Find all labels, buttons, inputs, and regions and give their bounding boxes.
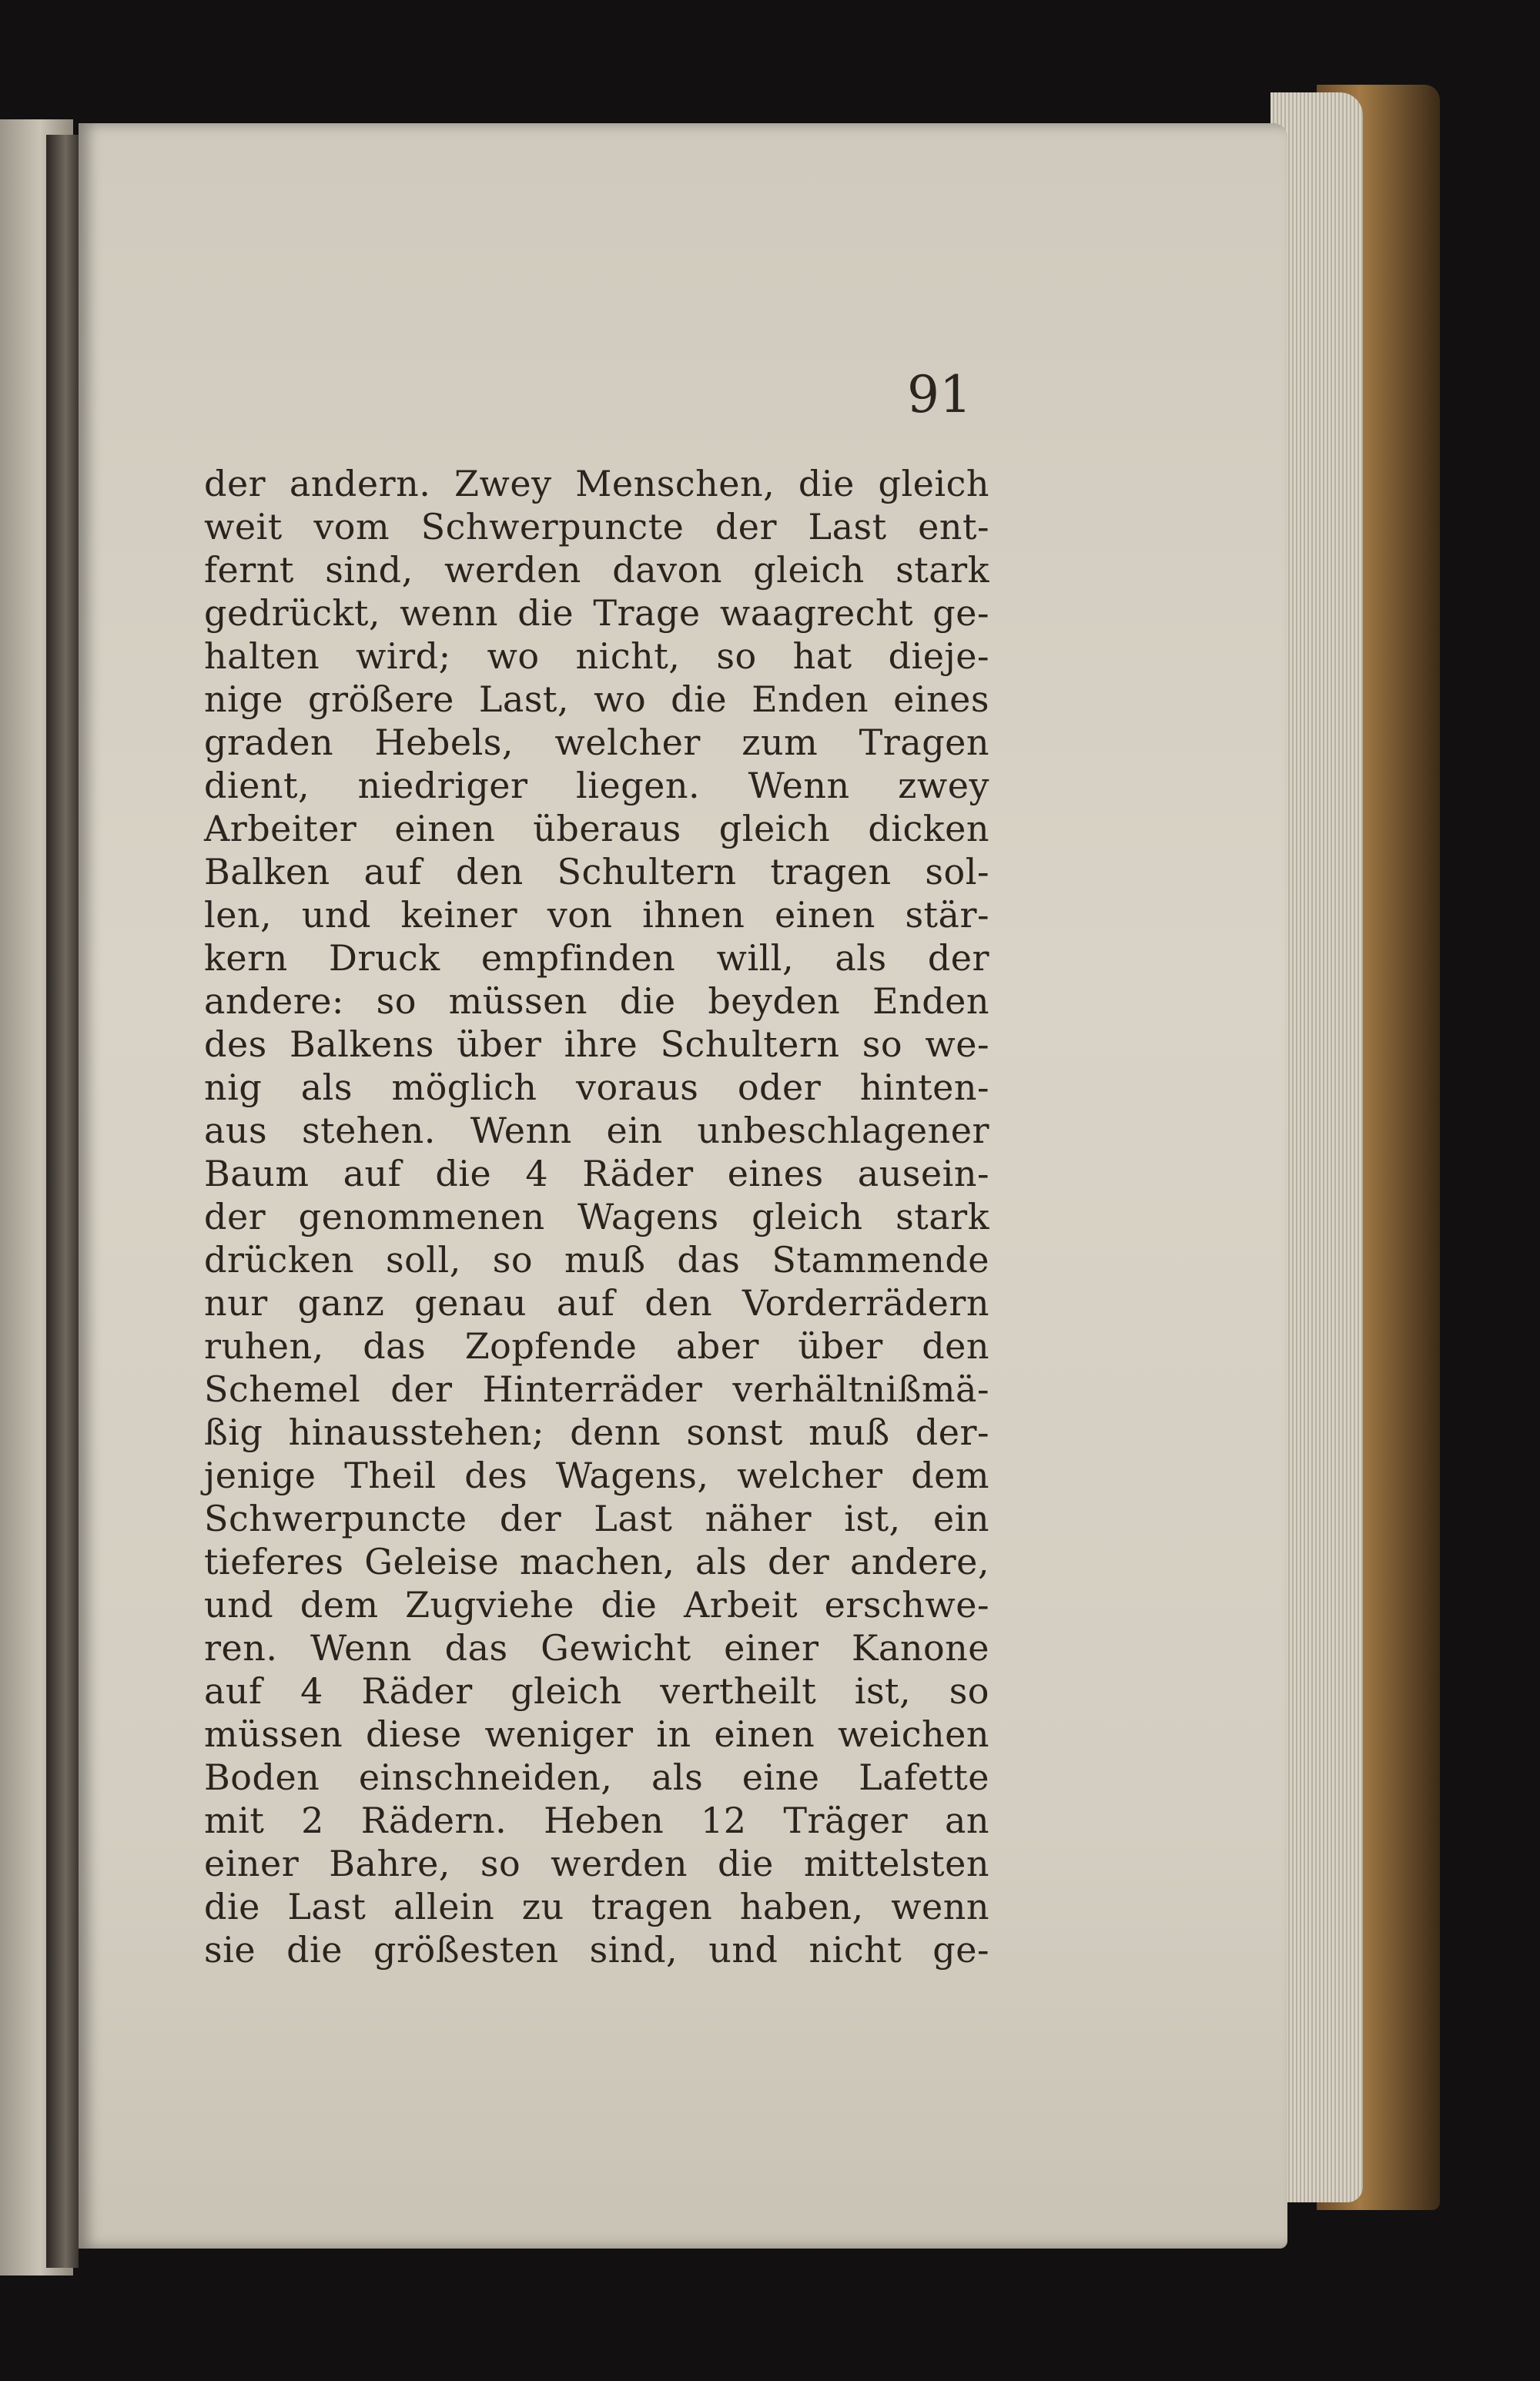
text-line: jenige Theil des Wagens, welcher dem: [204, 1455, 989, 1496]
text-line: weit vom Schwerpuncte der Last ent-: [204, 506, 989, 548]
text-line: halten wird; wo nicht, so hat dieje-: [204, 635, 989, 677]
text-line: Balken auf den Schultern tragen sol-: [204, 851, 989, 892]
text-line: sie die größesten sind, und nicht ge-: [204, 1929, 989, 1971]
text-line: auf 4 Räder gleich vertheilt ist, so: [204, 1670, 989, 1712]
text-line: müssen diese weniger in einen weichen: [204, 1713, 989, 1755]
text-line: graden Hebels, welcher zum Tragen: [204, 722, 989, 763]
text-line: Boden einschneiden, als eine Lafette: [204, 1756, 989, 1798]
text-line: len, und keiner von ihnen einen stär-: [204, 894, 989, 936]
text-line: Schemel der Hinterräder verhältnißmä-: [204, 1368, 989, 1410]
text-line: und dem Zugviehe die Arbeit erschwe-: [204, 1584, 989, 1626]
text-line: dient, niedriger liegen. Wenn zwey: [204, 765, 989, 806]
text-line: fernt sind, werden davon gleich stark: [204, 549, 989, 591]
text-line: ßig hinausstehen; denn sonst muß der-: [204, 1412, 989, 1453]
text-line: ren. Wenn das Gewicht einer Kanone: [204, 1627, 989, 1669]
text-line: nur ganz genau auf den Vorderrädern: [204, 1282, 989, 1324]
text-line: einer Bahre, so werden die mittelsten: [204, 1843, 989, 1884]
text-line: Schwerpuncte der Last näher ist, ein: [204, 1498, 989, 1539]
text-line: Baum auf die 4 Räder eines ausein-: [204, 1153, 989, 1194]
page-number: 91: [907, 365, 972, 424]
text-line: andere: so müssen die beyden Enden: [204, 980, 989, 1022]
text-line: drücken soll, so muß das Stammende: [204, 1239, 989, 1281]
text-line: Arbeiter einen überaus gleich dicken: [204, 808, 989, 849]
text-line: die Last allein zu tragen haben, wenn: [204, 1886, 989, 1927]
text-line: der andern. Zwey Menschen, die gleich: [204, 463, 989, 504]
book-gutter: [46, 135, 79, 2268]
text-line: tieferes Geleise machen, als der andere,: [204, 1541, 989, 1582]
text-line: mit 2 Rädern. Heben 12 Träger an: [204, 1800, 989, 1841]
text-line: nig als möglich voraus oder hinten-: [204, 1067, 989, 1108]
text-line: des Balkens über ihre Schultern so we-: [204, 1023, 989, 1065]
page-text: [204, 462, 989, 1971]
text-line: der genommenen Wagens gleich stark: [204, 1196, 989, 1237]
text-line: gedrückt, wenn die Trage waagrecht ge-: [204, 592, 989, 634]
text-line: aus stehen. Wenn ein unbeschlagener: [204, 1110, 989, 1151]
text-line: nige größere Last, wo die Enden eines: [204, 678, 989, 720]
text-line: kern Druck empfinden will, als der: [204, 937, 989, 979]
text-line: ruhen, das Zopfende aber über den: [204, 1325, 989, 1367]
